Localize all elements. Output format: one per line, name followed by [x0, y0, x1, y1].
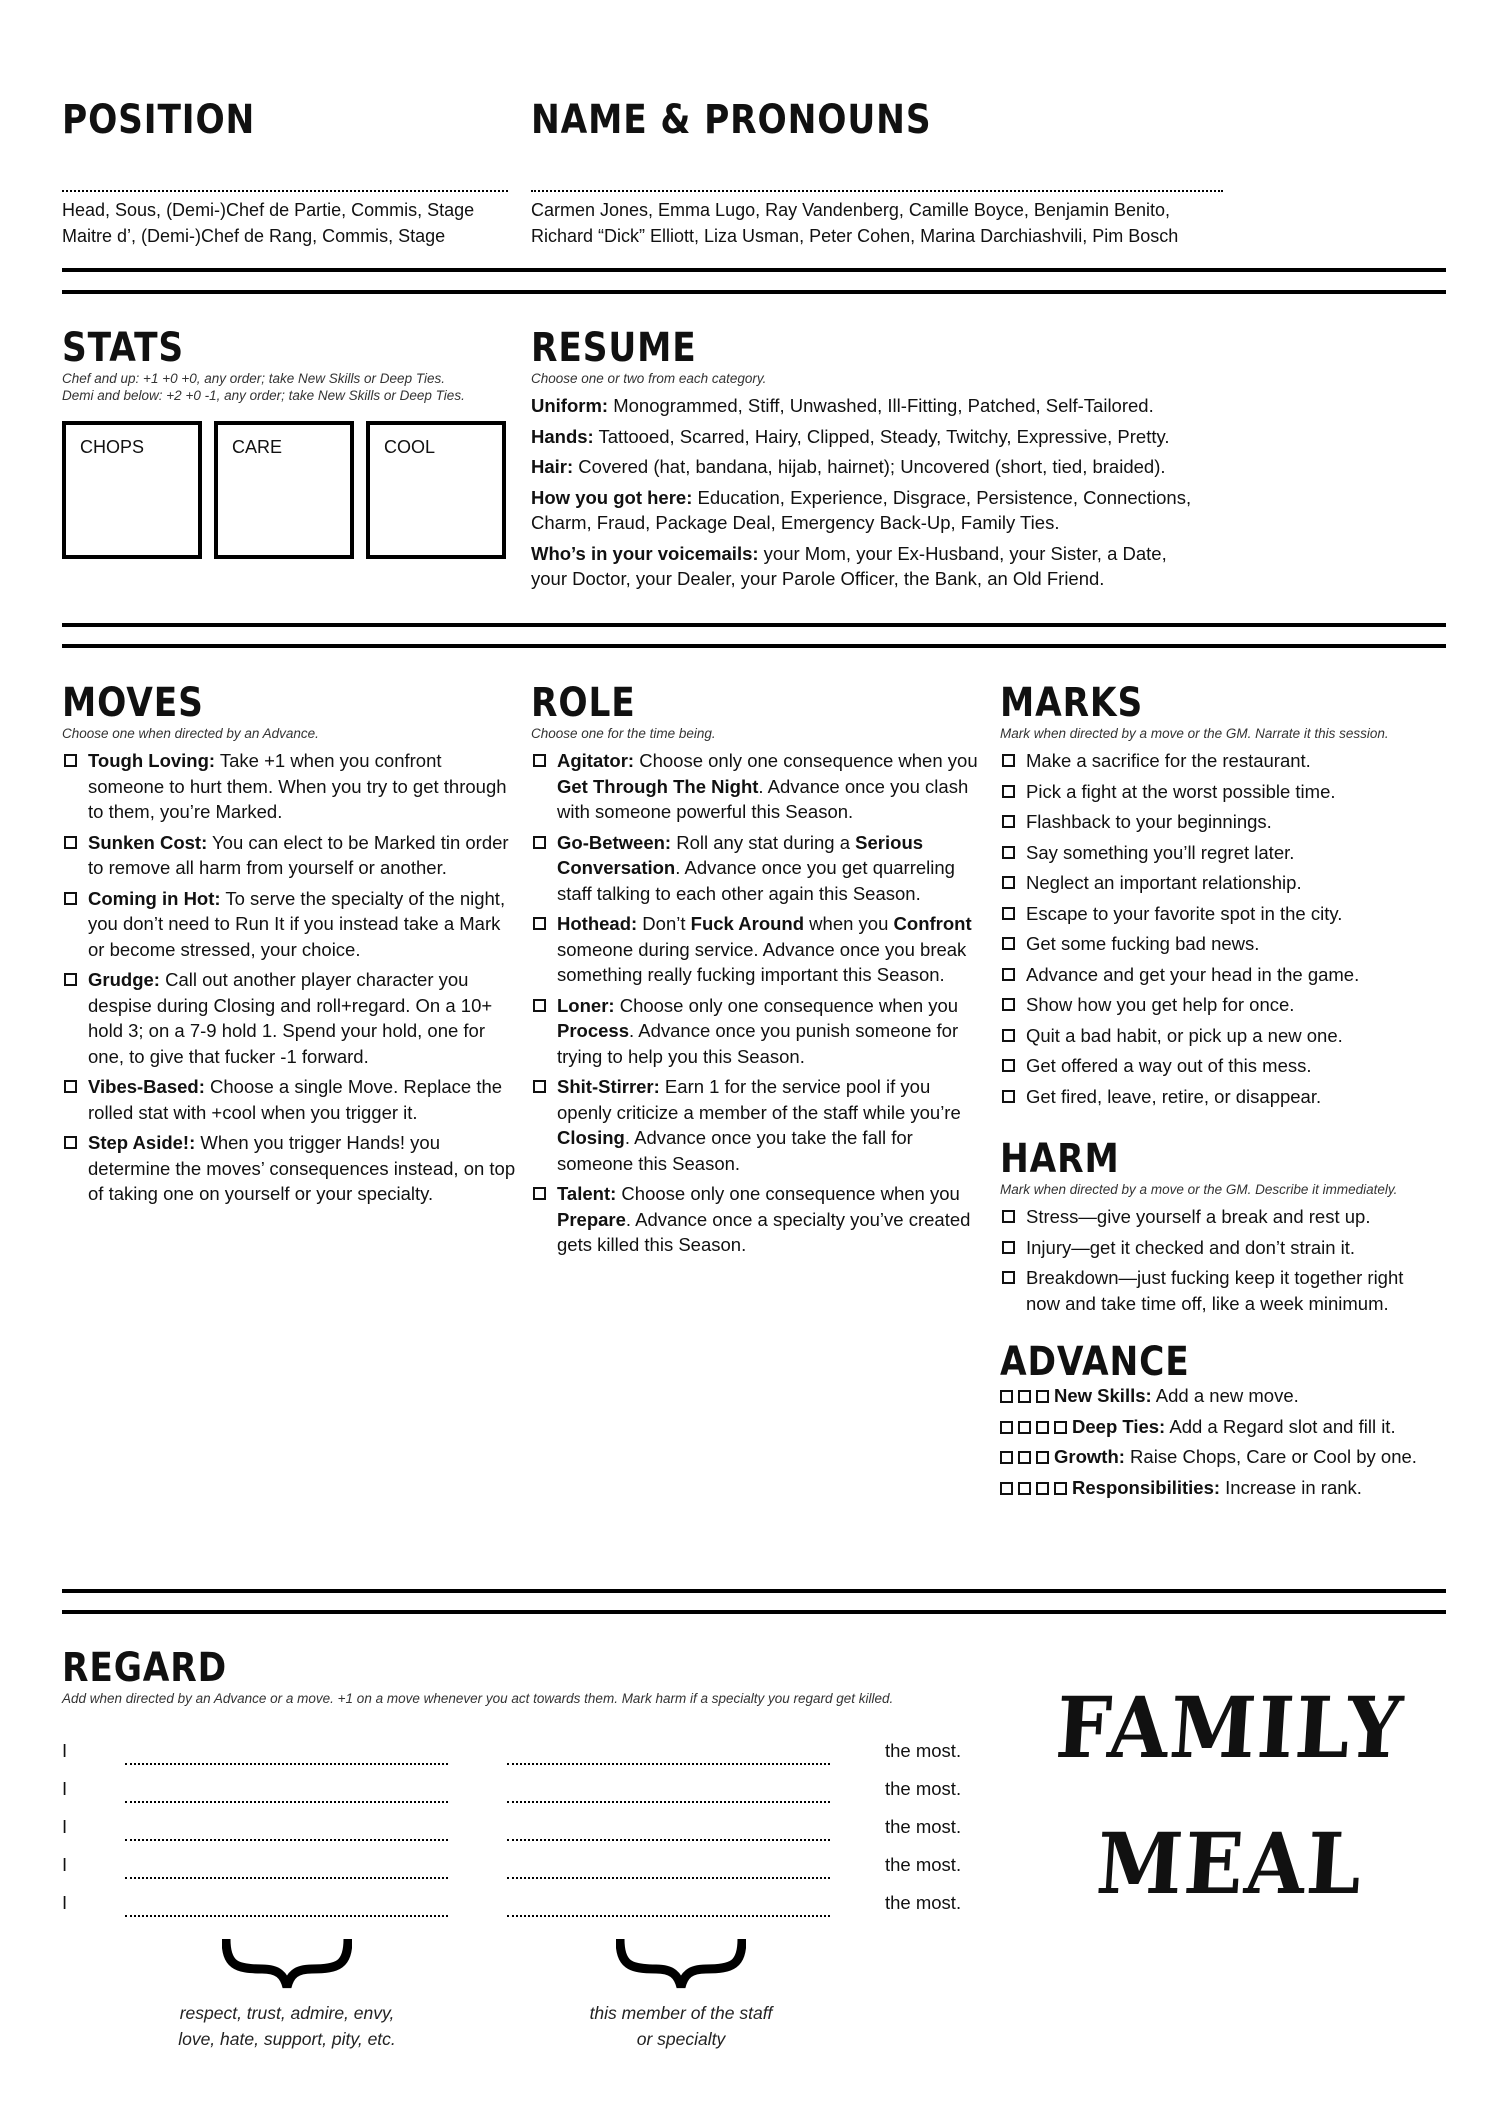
role-bold-text: Fuck Around [690, 913, 805, 934]
harm-item[interactable] [1000, 1204, 1430, 1230]
harm-item-text: Breakdown—just fucking keep it together right now and take time off, like a week minimum. [1026, 1267, 1404, 1314]
regard-feeling-field[interactable] [125, 1915, 448, 1917]
checkbox-icon[interactable] [1018, 1482, 1031, 1495]
stat-label: COOL [384, 437, 436, 457]
mark-item[interactable] [1000, 962, 1450, 988]
checkbox-icon[interactable] [64, 754, 77, 767]
resume-list [531, 393, 1211, 592]
caption-line: this member of the staff [589, 2003, 773, 2023]
checkbox-icon[interactable] [533, 917, 546, 930]
regard-target-field[interactable] [507, 1839, 830, 1841]
regard-suffix: the most. [885, 1816, 962, 1837]
name-options-line2: Richard “Dick” Elliott, Liza Usman, Peter Cohen, Marina Darchiashvili, Pim Bosch [531, 225, 1179, 246]
checkbox-icon[interactable] [1036, 1451, 1049, 1464]
harm-item[interactable] [1000, 1265, 1430, 1316]
advance-item [1000, 1475, 1450, 1501]
name-pronouns-heading: NAME & PRONOUNS [531, 97, 932, 143]
move-item[interactable] [62, 886, 518, 963]
role-bold-text: Get Through The Night [557, 775, 759, 797]
role-item[interactable] [531, 748, 985, 825]
checkbox-icon[interactable] [64, 1136, 77, 1149]
resume-text: Education, Experience, Disgrace, Persistence, Connections, Charm, Fraud, Package Deal, Emergency Back-Up, Family Ties. [531, 486, 1192, 533]
resume-item [531, 393, 1211, 419]
mark-item-text: Get some fucking bad news. [1026, 933, 1260, 954]
position-options-line1: Head, Sous, (Demi-)Chef de Partie, Commis, Stage [62, 200, 475, 220]
regard-row [62, 1854, 982, 1892]
checkbox-icon[interactable] [64, 1080, 77, 1093]
move-text: You can elect to be Marked tin order to remove all harm from yourself or another. [88, 831, 509, 878]
moves-heading: MOVES [62, 680, 204, 726]
position-field[interactable] [62, 190, 508, 192]
role-bold-text: Serious Conversation [557, 831, 924, 878]
role-text: . Advance once you take the fall for someone this Season. [557, 1127, 913, 1174]
role-bold-text: Loner: [557, 994, 615, 1016]
move-item[interactable] [62, 967, 518, 1069]
regard-target-field[interactable] [507, 1763, 830, 1765]
resume-item [531, 541, 1171, 592]
role-text: . Advance once you clash with someone powerful this Season. [557, 775, 969, 822]
brace-icon [222, 1935, 352, 1995]
role-item[interactable] [531, 830, 985, 907]
resume-item [531, 454, 1211, 480]
checkbox-icon[interactable] [64, 836, 77, 849]
move-label: Coming in Hot: [88, 887, 221, 909]
checkbox-icon[interactable] [1000, 1451, 1013, 1464]
move-text: Call out another player character you despise during Closing and roll+regard. On a 10+ hold 3; on a 7-9 hold 1. Spend your hold, one for one, to give that fucker -1 forward. [88, 969, 493, 1067]
role-text: Earn 1 for the service pool if you openly criticize a member of the staff while you’re [557, 1076, 961, 1123]
regard-caption-right [531, 2000, 831, 2052]
move-text: Take +1 when you confront someone to hurt them. When you try to get through to them, you’re Marked. [88, 750, 507, 822]
move-item[interactable] [62, 830, 518, 881]
stats-note-line2: Demi and below: +2 +0 -1, any order; take New Skills or Deep Ties. [62, 388, 465, 403]
regard-pronoun: I [62, 1740, 68, 1761]
regard-pronoun: I [62, 1854, 68, 1875]
move-item[interactable] [62, 748, 518, 825]
divider-rule [62, 1610, 1446, 1614]
move-text: To serve the specialty of the night, you don’t need to Run It if you instead take a Mark or become stressed, your choice. [88, 887, 506, 960]
checkbox-icon[interactable] [1036, 1390, 1049, 1403]
moves-list [62, 748, 518, 1212]
role-text: Roll any stat during a [671, 831, 856, 853]
mark-item-text: Get offered a way out of this mess. [1026, 1055, 1312, 1076]
resume-heading: RESUME [531, 325, 697, 371]
role-text: Choose only one consequence when you [634, 750, 978, 771]
caption-line: respect, trust, admire, envy, [179, 2003, 395, 2023]
advance-label: Growth: [1054, 1446, 1125, 1467]
move-item[interactable] [62, 1130, 518, 1207]
checkbox-icon[interactable] [1002, 754, 1015, 767]
regard-row [62, 1740, 982, 1778]
advance-text: Increase in rank. [1220, 1476, 1362, 1498]
regard-target-field[interactable] [507, 1801, 830, 1803]
regard-heading: REGARD [62, 1645, 228, 1691]
advance-label: Responsibilities: [1072, 1476, 1221, 1498]
regard-target-field[interactable] [507, 1877, 830, 1879]
role-bold-text: Talent: [557, 1183, 617, 1204]
mark-item[interactable] [1000, 901, 1450, 927]
stats-heading: STATS [62, 325, 185, 371]
checkbox-icon[interactable] [533, 999, 546, 1012]
position-options [62, 198, 474, 249]
mark-item[interactable] [1000, 1053, 1450, 1079]
stats-note-line1: Chef and up: +1 +0 +0, any order; take New Skills or Deep Ties. [62, 371, 445, 386]
resume-label: Hair: [531, 456, 574, 477]
checkbox-icon[interactable] [1002, 937, 1015, 950]
checkbox-icon[interactable] [1002, 876, 1015, 889]
stat-label: CARE [232, 437, 283, 457]
checkbox-icon[interactable] [1036, 1421, 1049, 1434]
mark-item[interactable] [1000, 840, 1450, 866]
mark-item-text: Quit a bad habit, or pick up a new one. [1026, 1024, 1343, 1046]
resume-item [531, 485, 1211, 536]
position-options-line2: Maitre d’, (Demi-)Chef de Rang, Commis, Stage [62, 225, 446, 246]
harm-note: Mark when directed by a move or the GM. Describe it immediately. [1000, 1182, 1398, 1197]
name-options-line1: Carmen Jones, Emma Lugo, Ray Vandenberg, Camille Boyce, Benjamin Benito, [531, 200, 1170, 220]
checkbox-icon[interactable] [1054, 1482, 1067, 1495]
role-text: someone during service. Advance once you break something really fucking important this Season. [557, 938, 967, 985]
resume-text: Tattooed, Scarred, Hairy, Clipped, Steady, Twitchy, Expressive, Pretty. [593, 425, 1170, 447]
checkbox-icon[interactable] [1002, 1059, 1015, 1072]
regard-row [62, 1816, 982, 1854]
advance-label: New Skills: [1054, 1385, 1152, 1406]
stat-box-cool[interactable] [366, 421, 506, 559]
role-bold-text: Go-Between: [557, 831, 672, 853]
caption-line: or specialty [636, 2029, 726, 2049]
divider-rule [62, 290, 1446, 294]
checkbox-icon[interactable] [1054, 1421, 1067, 1434]
role-item[interactable] [531, 993, 985, 1070]
resume-note: Choose one or two from each category. [531, 371, 767, 386]
stat-box-chops[interactable] [62, 421, 202, 559]
advance-text: Add a Regard slot and fill it. [1165, 1415, 1396, 1437]
checkbox-icon[interactable] [64, 892, 77, 905]
regard-note: Add when directed by an Advance or a move. +1 on a move whenever you act towards them. Mark harm if a specialty you regard get killed. [62, 1691, 894, 1706]
mark-item[interactable] [1000, 748, 1450, 774]
mark-item[interactable] [1000, 931, 1450, 957]
stat-box-care[interactable] [214, 421, 354, 559]
checkbox-icon[interactable] [1002, 785, 1015, 798]
regard-pronoun: I [62, 1892, 68, 1913]
regard-feeling-field[interactable] [125, 1839, 448, 1841]
regard-row [62, 1778, 982, 1816]
regard-pronoun: I [62, 1816, 68, 1837]
role-note: Choose one for the time being. [531, 726, 716, 741]
logo-line2: MEAL [1093, 1814, 1367, 1913]
checkbox-icon[interactable] [533, 836, 546, 849]
regard-feeling-field[interactable] [125, 1877, 448, 1879]
logo-line1: FAMILY [1053, 1678, 1408, 1777]
harm-item[interactable] [1000, 1235, 1430, 1261]
role-bold-text: Process [557, 1020, 629, 1041]
role-text: . Advance once you get quarreling staff talking to each other again this Season. [557, 857, 955, 904]
brace-icon [616, 1935, 746, 1995]
checkbox-icon[interactable] [1002, 815, 1015, 828]
harm-item-text: Stress—give yourself a break and rest up. [1026, 1206, 1371, 1227]
mark-item-text: Show how you get help for once. [1026, 994, 1295, 1015]
checkbox-icon[interactable] [1002, 1029, 1015, 1042]
move-label: Grudge: [88, 969, 160, 990]
move-label: Vibes-Based: [88, 1076, 205, 1097]
role-text: Don’t [637, 913, 691, 934]
divider-rule [62, 268, 1446, 272]
marks-heading: MARKS [1000, 680, 1144, 726]
mark-item-text: Pick a fight at the worst possible time. [1026, 780, 1336, 802]
family-meal-logo [1040, 1680, 1420, 1912]
checkbox-icon[interactable] [1018, 1421, 1031, 1434]
advance-item [1000, 1444, 1450, 1470]
stat-label: CHOPS [80, 437, 145, 457]
divider-rule [62, 644, 1446, 648]
checkbox-icon[interactable] [1002, 1210, 1015, 1223]
checkbox-icon[interactable] [1002, 907, 1015, 920]
mark-item-text: Flashback to your beginnings. [1026, 811, 1272, 832]
resume-label: Hands: [531, 425, 594, 447]
regard-suffix: the most. [885, 1778, 962, 1799]
role-item[interactable] [531, 1074, 985, 1176]
advance-text: Raise Chops, Care or Cool by one. [1124, 1446, 1417, 1467]
role-bold-text: Confront [893, 913, 972, 934]
moves-note: Choose one when directed by an Advance. [62, 726, 319, 741]
mark-item[interactable] [1000, 1023, 1450, 1049]
checkbox-icon[interactable] [1018, 1390, 1031, 1403]
role-item[interactable] [531, 911, 985, 988]
resume-label: Who’s in your voicemails: [531, 542, 759, 564]
checkbox-icon[interactable] [1002, 1241, 1015, 1254]
checkbox-icon[interactable] [1000, 1390, 1013, 1403]
stats-note [62, 370, 465, 404]
regard-row [62, 1892, 982, 1930]
advance-item [1000, 1383, 1450, 1409]
resume-label: Uniform: [531, 395, 609, 416]
marks-note: Mark when directed by a move or the GM. Narrate it this session. [1000, 726, 1389, 741]
divider-rule [62, 1589, 1446, 1593]
checkbox-icon[interactable] [64, 973, 77, 986]
mark-item-text: Say something you’ll regret later. [1026, 841, 1295, 863]
mark-item-text: Escape to your favorite spot in the city. [1026, 902, 1343, 924]
caption-line: love, hate, support, pity, etc. [178, 2029, 396, 2049]
regard-pronoun: I [62, 1778, 68, 1799]
checkbox-icon[interactable] [533, 1187, 546, 1200]
advance-heading: ADVANCE [1000, 1339, 1190, 1385]
role-list [531, 748, 985, 1263]
role-text: Choose only one consequence when you [616, 1183, 960, 1204]
harm-heading: HARM [1000, 1136, 1120, 1182]
role-bold-text: Closing [557, 1127, 625, 1148]
role-bold-text: Shit-Stirrer: [557, 1076, 660, 1097]
move-item[interactable] [62, 1074, 518, 1125]
regard-feeling-field[interactable] [125, 1801, 448, 1803]
role-text: . Advance once you punish someone for trying to help you this Season. [557, 1020, 959, 1067]
advance-text: Add a new move. [1151, 1385, 1299, 1406]
role-text: Choose only one consequence when you [614, 994, 959, 1016]
checkbox-icon[interactable] [1002, 998, 1015, 1011]
role-bold-text: Agitator: [557, 750, 635, 771]
name-field[interactable] [531, 190, 1223, 192]
regard-suffix: the most. [885, 1740, 962, 1761]
mark-item-text: Make a sacrifice for the restaurant. [1026, 750, 1311, 771]
checkbox-icon[interactable] [1018, 1451, 1031, 1464]
checkbox-icon[interactable] [1002, 968, 1015, 981]
mark-item[interactable] [1000, 779, 1450, 805]
checkbox-icon[interactable] [1002, 1090, 1015, 1103]
mark-item[interactable] [1000, 809, 1450, 835]
role-bold-text: Prepare [557, 1208, 626, 1230]
advance-list [1000, 1383, 1450, 1505]
mark-item[interactable] [1000, 1084, 1450, 1110]
regard-feeling-field[interactable] [125, 1763, 448, 1765]
mark-item[interactable] [1000, 992, 1450, 1018]
regard-suffix: the most. [885, 1854, 962, 1875]
move-label: Step Aside!: [88, 1132, 196, 1153]
resume-text: Covered (hat, bandana, hijab, hairnet); Uncovered (short, tied, braided). [573, 456, 1166, 477]
resume-text: Monogrammed, Stiff, Unwashed, Ill-Fitting, Patched, Self-Tailored. [608, 395, 1154, 416]
marks-list [1000, 748, 1450, 1114]
checkbox-icon[interactable] [533, 754, 546, 767]
harm-item-text: Injury—get it checked and don’t strain it. [1026, 1236, 1356, 1258]
checkbox-icon[interactable] [1036, 1482, 1049, 1495]
role-heading: ROLE [531, 680, 636, 726]
role-text: when you [804, 913, 894, 934]
checkbox-icon[interactable] [1000, 1482, 1013, 1495]
mark-item-text: Neglect an important relationship. [1026, 872, 1302, 893]
checkbox-icon[interactable] [1002, 1271, 1015, 1284]
checkbox-icon[interactable] [533, 1080, 546, 1093]
checkbox-icon[interactable] [1000, 1421, 1013, 1434]
harm-list [1000, 1204, 1430, 1321]
mark-item[interactable] [1000, 870, 1450, 896]
regard-target-field[interactable] [507, 1915, 830, 1917]
move-text: Choose a single Move. Replace the rolled stat with +cool when you trigger it. [88, 1076, 503, 1123]
move-label: Sunken Cost: [88, 831, 208, 853]
regard-suffix: the most. [885, 1892, 962, 1913]
mark-item-text: Get fired, leave, retire, or disappear. [1026, 1085, 1322, 1107]
advance-label: Deep Ties: [1072, 1415, 1166, 1437]
mark-item-text: Advance and get your head in the game. [1026, 963, 1360, 985]
position-heading: POSITION [62, 97, 256, 143]
resume-label: How you got here: [531, 486, 693, 508]
role-text: . Advance once a specialty you’ve created gets killed this Season. [557, 1208, 971, 1255]
checkbox-icon[interactable] [1002, 846, 1015, 859]
role-bold-text: Hothead: [557, 913, 638, 934]
regard-caption-left [137, 2000, 437, 2052]
resume-item [531, 424, 1211, 450]
move-text: When you trigger Hands! you determine the moves’ consequences instead, on top of taking one on yourself or your specialty. [88, 1132, 516, 1204]
divider-rule [62, 623, 1446, 627]
name-options [531, 198, 1178, 249]
resume-text: your Mom, your Ex-Husband, your Sister, a Date, your Doctor, your Dealer, your Parole Officer, the Bank, an Old Friend. [531, 542, 1167, 589]
role-item[interactable] [531, 1181, 985, 1258]
move-label: Tough Loving: [88, 750, 216, 771]
advance-item [1000, 1414, 1450, 1440]
